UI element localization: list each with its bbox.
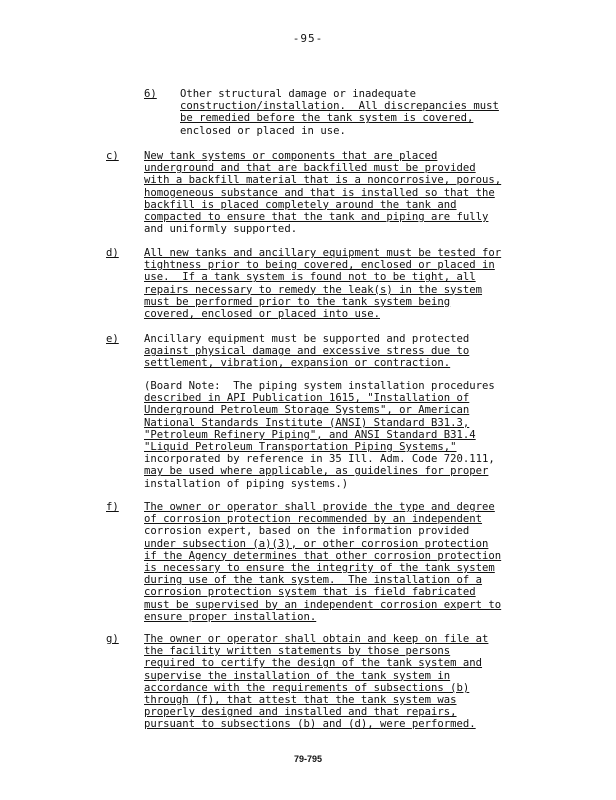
text-line: against physical damage and excessive stress due to [144,345,470,358]
text-line: properly designed and installed and that repairs, [144,706,457,719]
item-text [144,501,546,623]
text-line: New tank systems or components that are placed [144,150,438,162]
text-line: "Petroleum Refinery Piping", and ANSI Standard B31.4 [144,428,476,441]
item-marker: f) [106,501,119,513]
text-line: repairs necessary to remedy the leak(s) in the system [144,283,483,296]
text-line: must be supervised by an independent corrosion expert to [144,598,502,611]
text-line: Ancillary equipment must be supported and protected [144,333,470,345]
item-text [144,633,546,731]
item-marker: d) [106,247,119,259]
text-line: All new tanks and ancillary equipment must be tested for [144,247,502,259]
text-line: underground and that are backfilled must be provided [144,162,476,175]
text-line: may be used where applicable, as guidelines for proper [144,465,489,478]
text-line: The owner or operator shall obtain and keep on file at [144,633,489,645]
item-text [144,247,546,320]
text-line: is necessary to ensure the integrity of the tank system [144,562,495,575]
text-line: "Liquid Petroleum Transportation Piping Systems," [144,441,457,454]
text-line: The owner or operator shall provide the type and degree [144,501,495,513]
text-line: described in API Publication 1615, "Installation of [144,392,470,405]
item-text [144,150,546,235]
text-line: Underground Petroleum Storage Systems", or American [144,404,470,417]
text-line: tightness prior to being covered, enclosed or placed in [144,259,495,272]
text-line: the facility written statements by those persons [144,645,451,658]
text-line: must be performed prior to the tank system being [144,295,451,308]
text-line: (Board Note: The piping system installation procedures [144,380,495,392]
text-line: Other structural damage or inadequate [180,88,416,100]
page-number: -95- [292,32,324,45]
text-line: compacted to ensure that the tank and piping are fully [144,211,489,224]
text-line: of corrosion protection recommended by an independent [144,513,483,526]
text-line: enclosed or placed in use. [180,124,346,137]
item-marker: 6) [144,88,157,100]
text-line: National Standards Institute (ANSI) Standard B31.3, [144,416,470,429]
item-text [144,333,546,370]
item-marker: g) [106,633,119,645]
text-line: pursuant to subsections (b) and (d), were performed. [144,718,476,731]
text-line: settlement, vibration, expansion or contraction. [144,357,451,370]
text-line: accordance with the requirements of subsections (b) [144,681,470,694]
text-line: through (f), that attest that the tank system was [144,694,457,707]
text-line: and uniformly supported. [144,223,298,236]
text-line: if the Agency determines that other corrosion protection [144,549,502,562]
text-line: corrosion protection system that is field fabricated [144,586,476,599]
text-line: required to certify the design of the tank system and [144,657,483,670]
page-footer: 79-795 [293,754,323,764]
text-line: with a backfill material that is a noncorrosive, porous, [144,174,502,187]
text-line: covered, enclosed or placed into use. [144,308,380,321]
text-line: construction/installation. All discrepancies must [180,100,499,113]
text-line: incorporated by reference in 35 Ill. Adm. Code 720.111, [144,453,495,466]
text-line: supervise the installation of the tank system in [144,669,451,682]
text-line: under subsection (a)(3), or other corrosion protection [144,537,489,550]
board-note-text [144,380,546,490]
text-line: installation of piping systems.) [144,477,349,490]
text-line: ensure proper installation. [144,610,317,623]
item-marker: e) [106,333,119,345]
text-line: homogeneous substance and that is installed so that the [144,186,495,199]
item-marker: c) [106,150,119,162]
text-line: use. If a tank system is found not to be tight, all [144,271,476,284]
text-line: be remedied before the tank system is covered, [180,112,474,125]
item-text [180,88,544,137]
text-line: backfill is placed completely around the tank and [144,198,457,211]
text-line: during use of the tank system. The installation of a [144,574,483,587]
text-line: corrosion expert, based on the information provided [144,525,470,538]
